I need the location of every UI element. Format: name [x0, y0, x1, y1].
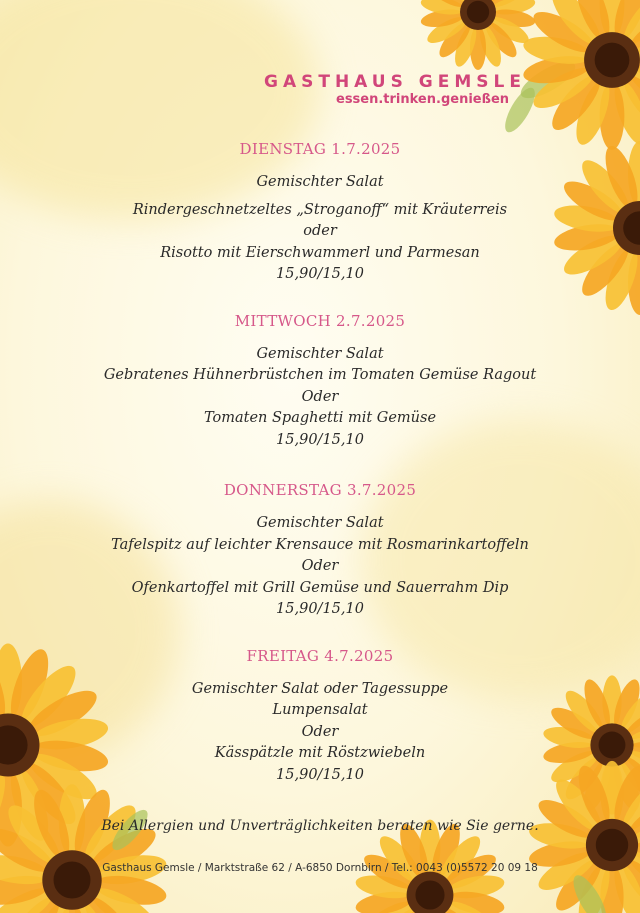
menu-line: Risotto mit Eierschwammerl und Parmesan: [160, 244, 480, 261]
menu-line: Gemischter Salat: [256, 174, 384, 190]
menu-line: Ofenkartoffel mit Grill Gemüse und Sauerrahm Dip: [131, 579, 509, 596]
menu-line: Tomaten Spaghetti mit Gemüse: [203, 410, 437, 426]
weekly-menu: [0, 140, 640, 786]
restaurant-tagline: essen.trinken.genießen: [336, 92, 510, 107]
menu-price: 15,90/15,10: [276, 766, 364, 783]
menu-price: 15,90/15,10: [276, 266, 364, 282]
day-title: FREITAG 4.7.2025: [246, 646, 394, 665]
menu-line: Oder: [301, 558, 339, 574]
menu-line: Oder: [301, 723, 339, 740]
allergy-note: Bei Allergien und Unverträglichkeiten beraten wie Sie gerne.: [101, 818, 539, 834]
menu-price: 15,90/15,10: [276, 431, 364, 448]
menu-line: Tafelspitz auf leichter Krensauce mit Rosmarinkartoffeln: [111, 536, 529, 553]
menu-day: [0, 481, 640, 621]
sunflower-icon: [521, 0, 640, 150]
menu-line: Gemischter Salat: [256, 515, 384, 531]
menu-day: [0, 140, 640, 286]
restaurant-name: GASTHAUS GEMSLE: [264, 72, 526, 92]
menu-line: Gemischter Salat: [256, 345, 384, 362]
menu-line: Oder: [301, 388, 339, 405]
contact-footer: Gasthaus Gemsle / Marktstraße 62 / A-6850 Dornbirn / Tel.: 0043 (0)5572 20 09 18: [102, 862, 538, 874]
menu-line: Gebratenes Hühnerbrüstchen im Tomaten Gemüse Ragout: [103, 367, 537, 383]
menu-line: Rindergeschnetzeltes „Stroganoff“ mit Kräuterreis: [132, 201, 508, 218]
menu-day: [0, 312, 640, 452]
day-title: MITTWOCH 2.7.2025: [234, 311, 406, 330]
menu-line: oder: [303, 223, 337, 239]
menu-line: Lumpensalat: [272, 702, 368, 718]
menu-price: 15,90/15,10: [276, 601, 364, 617]
menu-day: [0, 647, 640, 787]
day-title: DIENSTAG 1.7.2025: [239, 140, 401, 158]
menu-line: Gemischter Salat oder Tagessuppe: [191, 680, 449, 697]
day-title: DONNERSTAG 3.7.2025: [223, 481, 417, 499]
sunflower-icon: [419, 0, 536, 70]
menu-line: Kässpätzle mit Röstzwiebeln: [214, 745, 426, 761]
